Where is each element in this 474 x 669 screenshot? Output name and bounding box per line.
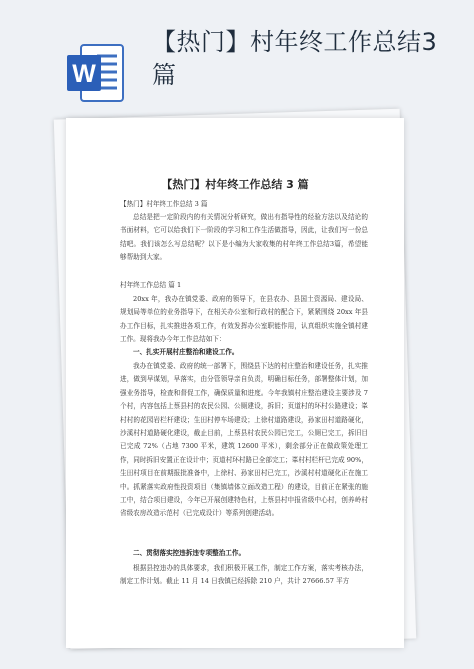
heading-2: 二、贯彻落实控违拆违专项整治工作。 — [133, 549, 246, 557]
svg-text:W: W — [72, 60, 96, 88]
paragraph-1: 20xx 年，我办在镇党委、政府的领导下，在县农办、县国土资源局、建设局、规划局等单位的业务指导下，在相关办公室和行政村的配合下，紧紧围绕 20xx 年县办工作目标，扎实推进各项工作，有效发挥办公室职能作用，认真组织实施全镇村建工作。现将我办今年工作总结如下： — [120, 295, 368, 344]
page-header — [0, 0, 474, 118]
paragraph-2: 我办在镇党委、政府的统一部署下，围绕县下达的村庄整治和建设任务，扎实推进，做到早谋划，早落实，由分管领导亲自负责，明确目标任务，部署整体计划，加强业务指导，检查和督促工作，确保质量和进度。今年我镇村庄整治建设主要涉及 7 个村，内容包括上蔡县村的农民公园、公厕建设，拆旧；页道村的环村公路建设；峯村村的花园岩栏杆建设；生田村停车场建设；上徐村道路建设，孙家田村道路硬化，沙溪村村道路硬化建设，截止目前，上蔡县村农民公园已完工，公厕已完工，拆旧目已完成 72%（占地 7300 平米，建筑 12600 平米），剩余部分正在做政策处理工作，同时拆旧安置正在设计中；页道村环村路已全部完工；峯村村栏杆已完成 90%，生田村项目在前期报批准备中，上徐村、孙家田村已完工，沙溪村村道硬化正在施工中。抓紧落实政府性投资项目（集镇墙体立面改造工程）的建设，目前正在紧张的施工中，结合项目建设，今年已开展创建特色村，上蔡县村申报省级中心村，创养岭村省级农房改造示范村（已完成设计）等系列创建活动。 — [120, 362, 368, 518]
document-title: 【热门】村年终工作总结 3 篇 — [161, 178, 309, 191]
page-title: 【热门】村年终工作总结3篇 — [152, 28, 438, 89]
word-document-icon — [67, 43, 125, 103]
intro-paragraph: 总结是把一定阶段内的有关情况分析研究，做出有指导性的经验方法以及结论的书面材料，它可以给我们下一阶段的学习和工作生活做指导，因此，让我们写一份总结吧。我们该怎么写总结呢？以下是小编为大家收集的村年终工作总结3篇，希望能够帮助到大家。 — [120, 213, 368, 262]
section-title: 村年终工作总结 篇 1 — [120, 281, 182, 289]
document-page — [66, 118, 404, 648]
paragraph-3: 根据县控违办的具体要求，我们积极开展工作，制定工作方案，落实考核办法，制定工作计划。截止 11 月 14 日我镇已经拆除 210 户，共计 27666.57 平方 — [120, 564, 368, 586]
document-subtitle: 【热门】村年终工作总结 3 篇 — [120, 200, 208, 208]
heading-1: 一、扎实开展村庄整治和建设工作。 — [133, 348, 239, 356]
